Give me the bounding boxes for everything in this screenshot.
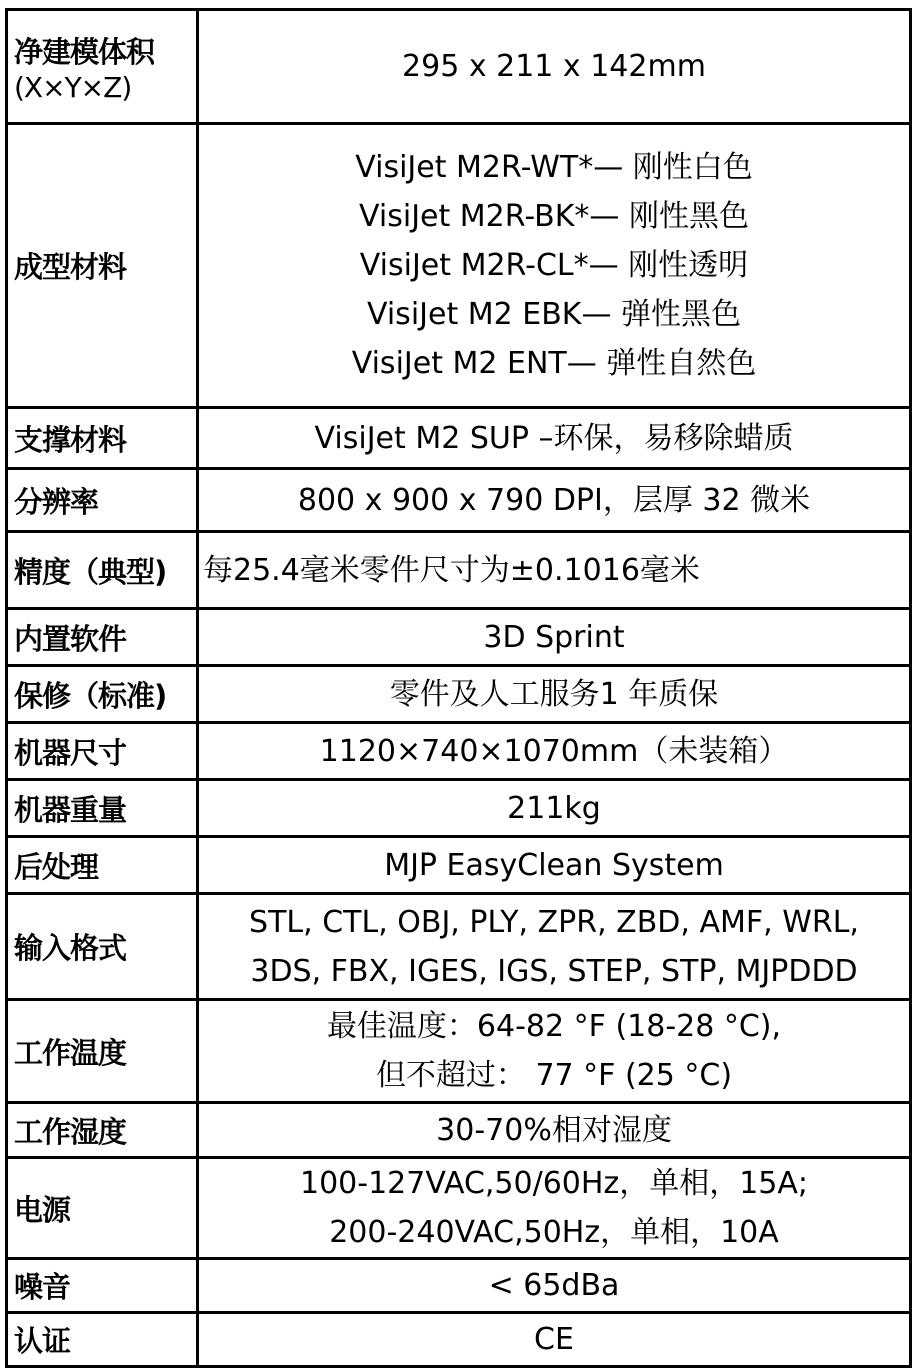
row-value (198, 723, 911, 780)
row-label: 机器尺寸 (7, 723, 198, 780)
row-label: 精度（典型) (7, 532, 198, 609)
value-line: 30-70%相对湿度 (436, 1112, 672, 1148)
row-label (7, 10, 198, 124)
table-row (7, 1158, 911, 1259)
row-label: 认证 (7, 1313, 198, 1367)
value-line: 295 x 211 x 142mm (402, 49, 706, 84)
row-label-text: 净建模体积 (14, 34, 155, 69)
table-row (7, 666, 911, 723)
table-row (7, 532, 911, 609)
value-line: CE (534, 1322, 574, 1357)
table-row (7, 1000, 911, 1103)
table-row (7, 837, 911, 894)
row-label: 工作湿度 (7, 1103, 198, 1158)
table-row (7, 10, 911, 124)
value-line: VisiJet M2 ENT— 弹性自然色 (351, 346, 757, 381)
row-value (198, 1313, 911, 1367)
value-line: VisiJet M2 SUP –环保，易移除蜡质 (314, 420, 794, 456)
value-line: 200-240VAC,50Hz，单相，10A (329, 1215, 779, 1250)
row-label: 支撑材料 (7, 408, 198, 469)
row-value (198, 408, 911, 469)
table-row (7, 723, 911, 780)
row-label: 成型材料 (7, 124, 198, 408)
value-line: 最佳温度：64-82 °F (18-28 °C), (326, 1009, 782, 1044)
table-row (7, 609, 911, 666)
value-line: 1120×740×1070mm（未装箱） (319, 733, 789, 769)
value-line: 每25.4毫米零件尺寸为±0.1016毫米 (203, 552, 700, 588)
row-value (198, 1158, 911, 1259)
value-line: 800 x 900 x 790 DPI，层厚 32 微米 (297, 482, 811, 518)
value-line: 3D Sprint (483, 619, 625, 655)
row-value (198, 837, 911, 894)
table-row (7, 780, 911, 837)
row-label: 分辨率 (7, 469, 198, 532)
spec-table (5, 8, 912, 1368)
row-label: 输入格式 (7, 894, 198, 1000)
table-row (7, 469, 911, 532)
table-row (7, 408, 911, 469)
value-line: < 65dBa (488, 1268, 620, 1303)
table-row (7, 1313, 911, 1367)
row-label: 内置软件 (7, 609, 198, 666)
value-line: 211kg (507, 790, 601, 826)
value-line: VisiJet M2 EBK— 弹性黑色 (366, 297, 742, 332)
row-value (198, 124, 911, 408)
row-value (198, 1103, 911, 1158)
value-line: 3DS, FBX, IGES, IGS, STEP, STP, MJPDDD (250, 953, 858, 989)
row-value (198, 666, 911, 723)
table-row (7, 894, 911, 1000)
row-value (198, 609, 911, 666)
row-value (198, 780, 911, 837)
row-sublabel-text: (X×Y×Z) (14, 70, 132, 104)
row-label: 工作温度 (7, 1000, 198, 1103)
row-label: 噪音 (7, 1259, 198, 1313)
value-line: MJP EasyClean System (384, 847, 724, 883)
table-row (7, 1103, 911, 1158)
table-row (7, 124, 911, 408)
row-value (198, 1259, 911, 1313)
value-line: VisiJet M2R-CL*— 刚性透明 (359, 248, 749, 283)
value-line: 零件及人工服务1 年质保 (389, 676, 719, 712)
table-row (7, 1259, 911, 1313)
value-line: 100-127VAC,50/60Hz，单相，15A; (300, 1166, 808, 1201)
value-line: VisiJet M2R-BK*— 刚性黑色 (359, 199, 749, 234)
row-value (198, 10, 911, 124)
value-line: STL, CTL, OBJ, PLY, ZPR, ZBD, AMF, WRL, (249, 904, 859, 940)
value-line: 但不超过： 77 °F (25 °C) (375, 1058, 733, 1093)
row-value (198, 532, 911, 609)
row-label: 电源 (7, 1158, 198, 1259)
row-value (198, 469, 911, 532)
row-label: 后处理 (7, 837, 198, 894)
row-label: 机器重量 (7, 780, 198, 837)
row-value (198, 1000, 911, 1103)
row-label: 保修（标准) (7, 666, 198, 723)
value-line: VisiJet M2R-WT*— 刚性白色 (355, 150, 753, 185)
row-value (198, 894, 911, 1000)
